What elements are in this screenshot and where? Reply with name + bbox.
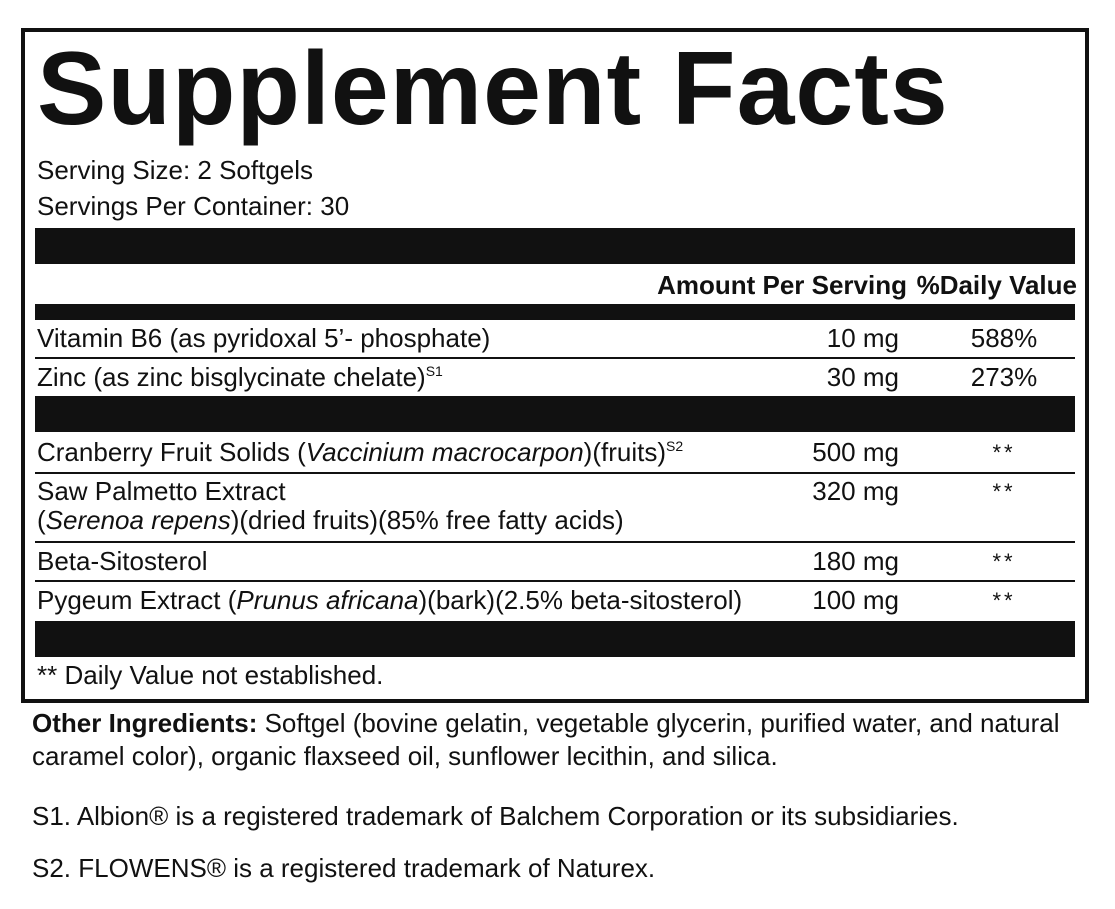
nutrient-daily-value: 273% bbox=[970, 362, 1038, 392]
nutrient-name-text: Zinc (as zinc bisglycinate chelate) bbox=[37, 362, 426, 392]
trademark-note-s2: S2. FLOWENS® is a registered trademark of Naturex. bbox=[32, 853, 656, 883]
other-ingredients-label: Other Ingredients: bbox=[32, 708, 258, 738]
ingredient-name: Saw Palmetto Extract bbox=[37, 476, 286, 506]
row-divider bbox=[35, 472, 1075, 474]
superscript-s1: S1 bbox=[425, 363, 443, 379]
ingredient-name-line2 bbox=[37, 506, 624, 535]
row-divider bbox=[35, 541, 1075, 543]
servings-per-container: Servings Per Container: 30 bbox=[37, 191, 350, 221]
other-ingredients-text: Softgel (bovine gelatin, vegetable glycerin, purified water, and natural caramel color), organic flaxseed oil, sunflower lecithin, and silica. bbox=[32, 708, 1060, 771]
supplement-facts-panel bbox=[21, 28, 1089, 703]
name-prefix: Cranberry Fruit Solids ( bbox=[37, 437, 306, 467]
name-suffix: )(fruits) bbox=[583, 437, 666, 467]
ingredient-name: Beta-Sitosterol bbox=[37, 546, 208, 576]
daily-value-header: %Daily Value bbox=[916, 270, 1077, 300]
amount-per-serving-header: Amount Per Serving bbox=[657, 270, 907, 300]
name-prefix: ( bbox=[37, 505, 46, 535]
ingredient-row-beta-sitosterol bbox=[37, 547, 1075, 577]
thick-divider bbox=[35, 228, 1075, 264]
panel-title: Supplement Facts bbox=[37, 31, 949, 147]
ingredient-daily-value: ** bbox=[992, 479, 1016, 504]
ingredient-amount: 180 mg bbox=[812, 546, 899, 576]
name-suffix: )(bark)(2.5% beta-sitosterol) bbox=[418, 585, 743, 615]
footer-divider bbox=[35, 621, 1075, 657]
header-divider bbox=[35, 304, 1075, 320]
ingredient-daily-value: ** bbox=[992, 549, 1016, 574]
section-divider bbox=[35, 396, 1075, 432]
row-divider bbox=[35, 580, 1075, 582]
nutrient-name bbox=[37, 363, 443, 392]
ingredient-row-cranberry bbox=[37, 438, 1075, 468]
ingredient-name bbox=[37, 586, 742, 615]
botanical-name: Vaccinium macrocarpon bbox=[305, 437, 584, 467]
botanical-name: Serenoa repens bbox=[45, 505, 231, 535]
name-prefix: Pygeum Extract ( bbox=[37, 585, 237, 615]
ingredient-daily-value: ** bbox=[992, 440, 1016, 465]
nutrient-name: Vitamin B6 (as pyridoxal 5’- phosphate) bbox=[37, 323, 491, 353]
name-suffix: )(dried fruits)(85% free fatty acids) bbox=[230, 505, 624, 535]
ingredient-name bbox=[37, 438, 683, 467]
botanical-name: Prunus africana bbox=[236, 585, 419, 615]
nutrient-daily-value: 588% bbox=[970, 323, 1038, 353]
nutrient-row-zinc bbox=[37, 363, 1075, 393]
ingredient-row-pygeum bbox=[37, 586, 1075, 616]
trademark-note-s1: S1. Albion® is a registered trademark of Balchem Corporation or its subsidiaries. bbox=[32, 801, 959, 831]
nutrient-amount: 10 mg bbox=[826, 323, 899, 353]
serving-size: Serving Size: 2 Softgels bbox=[37, 155, 314, 185]
nutrient-row-vitamin-b6 bbox=[37, 324, 1075, 354]
ingredient-amount: 500 mg bbox=[812, 437, 899, 467]
row-divider bbox=[35, 357, 1075, 359]
superscript-s2: S2 bbox=[666, 438, 684, 454]
ingredient-amount: 320 mg bbox=[812, 476, 899, 506]
ingredient-daily-value: ** bbox=[992, 588, 1016, 613]
ingredient-amount: 100 mg bbox=[812, 585, 899, 615]
daily-value-footnote: ** Daily Value not established. bbox=[37, 660, 384, 690]
ingredient-row-saw-palmetto bbox=[37, 477, 1075, 539]
nutrient-amount: 30 mg bbox=[826, 362, 899, 392]
other-ingredients bbox=[32, 707, 1092, 773]
